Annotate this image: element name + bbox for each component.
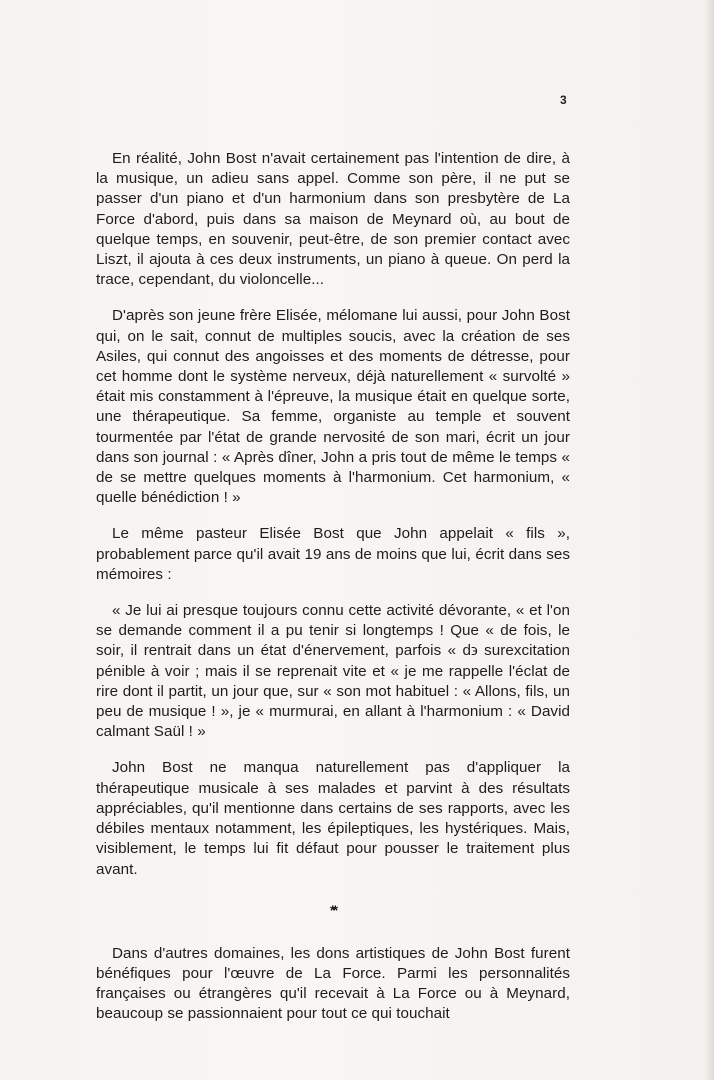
paragraph-4-quote: « Je lui ai presque toujours connu cette activité dévorante, « et l'on se demande comment il a pu tenir si longtemps ! Que « de fois, le soir, il rentrait dans un état d'énervement, parfois « d϶ surexcitation pénible à voir ; mais il se reprenait vite et « je me rappelle l'éclat de rire dont il partit, un jour que, sur « son mot habituel : « Allons, fils, un peu de musique ! », je « murmurai, en allant à l'harmonium : « David calmant Saül ! » xyxy=(96,602,570,741)
paragraph-3: Le même pasteur Elisée Bost que John appelait « fils », probablement parce qu'il avait 19 ans de moins que lui, écrit dans ses mémoires : xyxy=(96,525,570,583)
body-text xyxy=(96,149,570,1041)
page-edge-shadow xyxy=(704,0,714,1080)
paragraph-6: Dans d'autres domaines, les dons artistiques de John Bost furent bénéfiques pour l'œuvre de La Force. Parmi les personnalités françaises ou étrangères qu'il recevait à La Force ou à Meynard, beaucoup se passionnaient pour tout ce qui touchait xyxy=(96,944,570,1023)
page-number: 3 xyxy=(560,93,567,107)
paragraph-5: John Bost ne manqua naturellement pas d'appliquer la thérapeutique musicale à ses malades et parvint à des résultats appréciables, qu'il mentionne dans certains de ses rapports, avec les débiles mentaux notamment, les épileptiques, les hystériques. Mais, visiblement, le temps lui fit défaut pour pousser le traitement plus avant. xyxy=(96,759,570,878)
paragraph-2: D'après son jeune frère Elisée, mélomane lui aussi, pour John Bost qui, on le sait, connut de multiples soucis, avec la création de ses Asiles, qui connut des angoisses et des moments de détresse, pour cet homme dont le système nerveux, déjà naturellement « survolté » était mis constamment à l'épreuve, la musique était en quelque sorte, une thérapeutique. Sa femme, organiste au temple et souvent tourmentée par l'état de grande nervosité de son mari, écrit un jour dans son journal : « Après dîner, John a pris tout de même le temps « de se mettre quelques moments à l'harmonium. Cet harmonium, « quelle bénédiction ! » xyxy=(96,307,570,507)
section-separator: * * xyxy=(329,901,337,918)
paragraph-1: En réalité, John Bost n'avait certainement pas l'intention de dire, à la musique, un adieu sans appel. Comme son père, il ne put se passer d'un piano et d'un harmonium dans son presbytère de La Force d'abord, puis dans sa maison de Meynard où, au bout de quelque temps, en souvenir, peut-être, de son premier contact avec Liszt, il ajouta à ces deux instruments, un piano à queue. On perd la trace, cependant, du violoncelle... xyxy=(96,150,570,289)
